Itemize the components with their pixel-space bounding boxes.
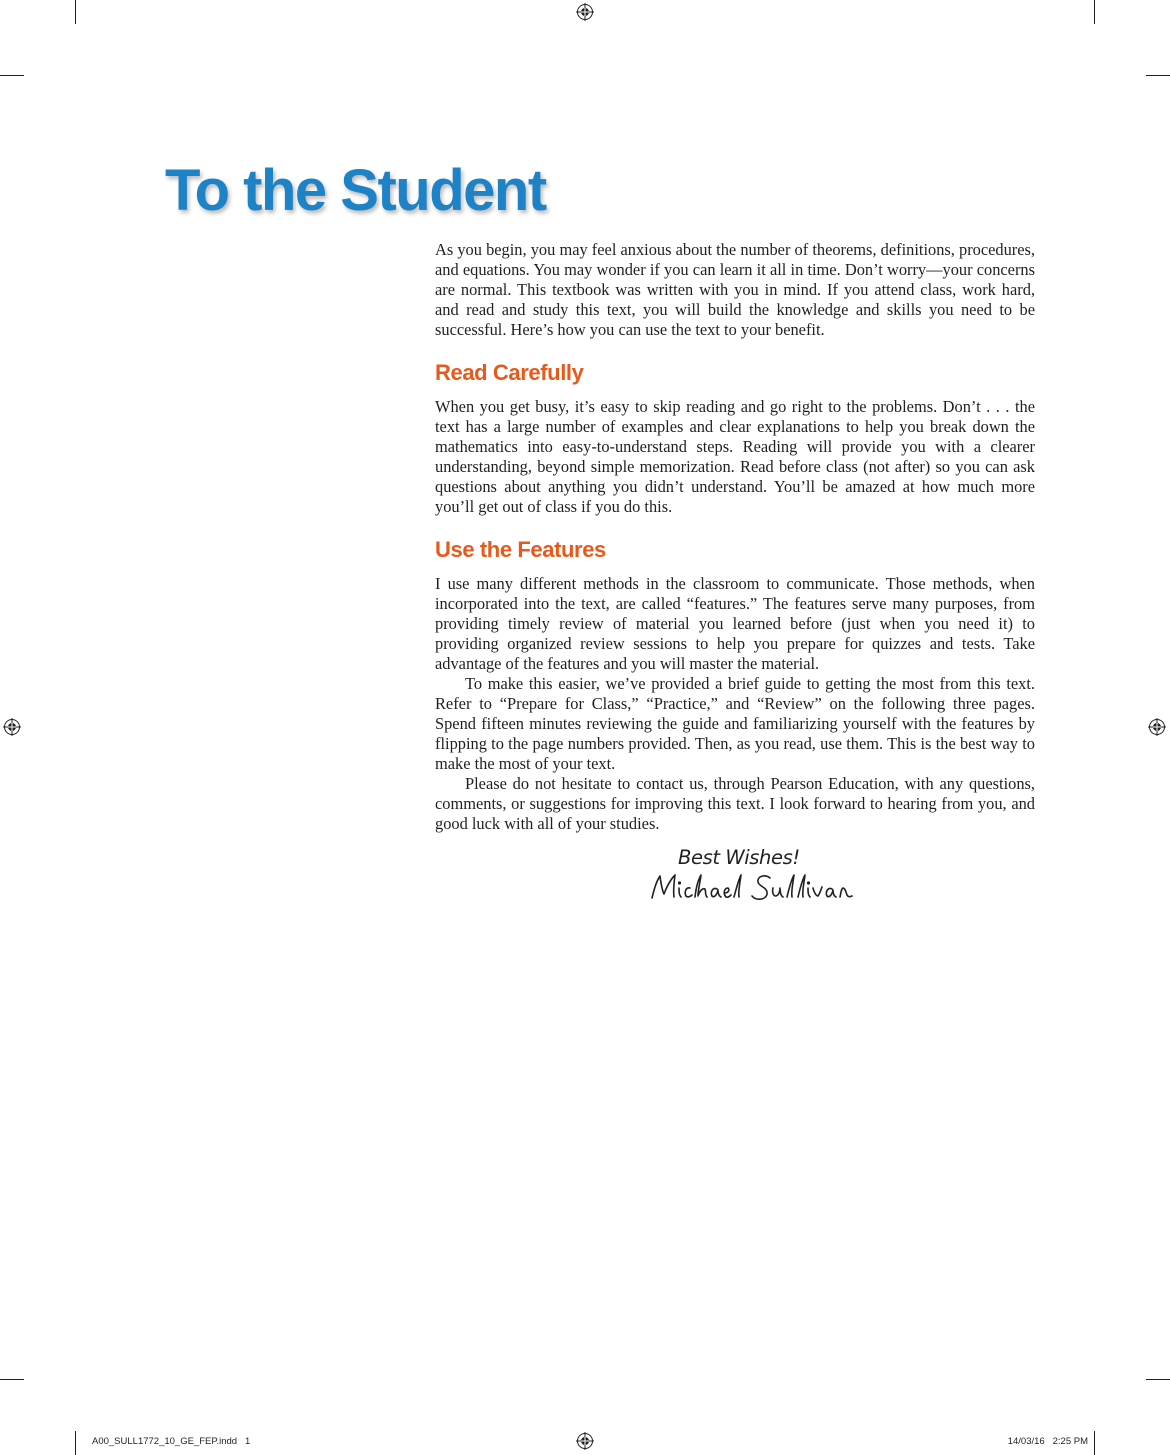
crop-mark-icon bbox=[1094, 0, 1095, 24]
crop-mark-icon bbox=[1094, 1431, 1095, 1455]
slug-datetime: 14/03/16 2:25 PM bbox=[1007, 1436, 1088, 1447]
section-heading-use-the-features: Use the Features bbox=[435, 537, 606, 562]
crop-mark-icon bbox=[75, 0, 76, 24]
signoff-text: Best Wishes! bbox=[678, 846, 800, 869]
registration-mark-icon bbox=[576, 3, 594, 21]
body-content bbox=[435, 240, 1035, 834]
registration-mark-icon bbox=[1148, 718, 1166, 736]
registration-mark-icon bbox=[3, 718, 21, 736]
use-features-paragraph: To make this easier, we’ve provided a brief guide to getting the most from this text. Refer to “Prepare for Class,” “Practice,” and “Review” on the following three pages. Spend fifteen minutes reviewing the guide and familiarizing yourself with the features by flipping to the page numbers provided. Then, as you read, use them. This is the best way to make the most of your text. bbox=[435, 674, 1035, 773]
crop-mark-icon bbox=[1146, 75, 1170, 76]
section-heading-read-carefully: Read Carefully bbox=[435, 360, 584, 385]
intro-paragraph: As you begin, you may feel anxious about the number of theorems, definitions, procedures, and equations. You may wonder if you can learn it all in time. Don’t worry—your concerns are normal. This textbook was written with you in mind. If you attend class, work hard, and read and study this text, you will build the knowledge and skills you need to be successful. Here’s how you can use the text to your benefit. bbox=[435, 240, 1035, 339]
use-features-paragraph: Please do not hesitate to contact us, through Pearson Education, with any questions, comments, or suggestions for improving this text. I look forward to hearing from you, and good luck with all of your studies. bbox=[435, 774, 1035, 833]
slug-filename: A00_SULL1772_10_GE_FEP.indd 1 bbox=[92, 1436, 251, 1447]
page-title: To the Student bbox=[165, 158, 546, 223]
crop-mark-icon bbox=[75, 1431, 76, 1455]
crop-mark-icon bbox=[0, 1379, 24, 1380]
read-carefully-paragraph: When you get busy, it’s easy to skip reading and go right to the problems. Don’t . . . the text has a large number of examples and clear explanations to help you break down the mathematics into easy-to-understand steps. Reading will provide you with a clearer understanding, beyond simple memorization. Read before class (not after) so you can ask questions about anything you didn’t understand. You’ll be amazed at how much more you’ll get out of class if you do this. bbox=[435, 397, 1035, 516]
registration-mark-icon bbox=[576, 1432, 594, 1450]
use-features-paragraph: I use many different methods in the classroom to communicate. Those methods, when incorporated into the text, are called “features.” The features serve many purposes, from providing timely review of material you learned before (just when you need it) to providing organized review sessions to help you prepare for quizzes and tests. Take advantage of the features and you will master the material. bbox=[435, 574, 1035, 673]
signature-image bbox=[642, 868, 858, 908]
crop-mark-icon bbox=[1146, 1379, 1170, 1380]
crop-mark-icon bbox=[0, 75, 24, 76]
